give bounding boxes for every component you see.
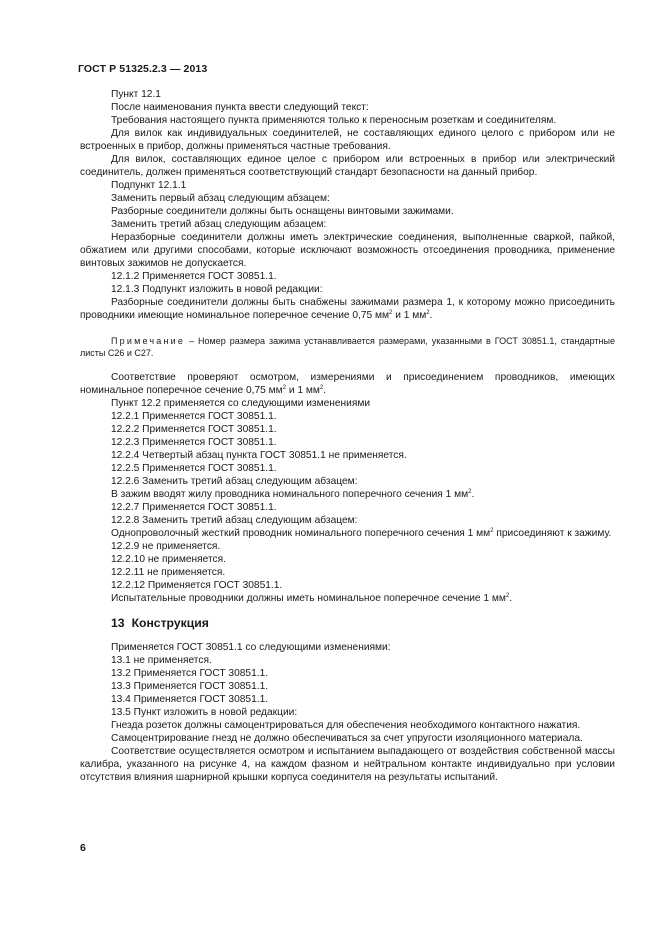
paragraph: Для вилок как индивидуальных соединителей, не составляющих единого целого с прибором или не встроенных в прибор, должны применяться частные требования.: [80, 128, 615, 152]
paragraph: 12.1.2 Применяется ГОСТ 30851.1.: [111, 271, 277, 282]
section-heading: [111, 615, 615, 631]
paragraph: Разборные соединители должны быть оснащены винтовыми зажимами.: [111, 206, 454, 217]
paragraph: 12.2.11 не применяется.: [111, 567, 226, 578]
paragraph-clamp-size: Разборные соединители должны быть снабжены зажимами размера 1, к которому можно присоединить проводники имеющие номинальное поперечное сечение 0,75 $мм^2$ и 1 $мм^2$.: [80, 297, 615, 321]
note-label: Примечание: [111, 336, 186, 346]
paragraph: Соответствие осуществляется осмотром и испытанием выпадающего от воздействия собственной массы калибра, указанного на рисунке 4, на каждом фазном и нейтральном контакте индивидуально при условии отсутствия влияния шарнирной крышки корпуса соединителя на результаты испытаний.: [80, 746, 615, 783]
paragraph: 12.1.3 Подпункт изложить в новой редакции:: [111, 284, 323, 295]
paragraph: Заменить третий абзац следующим абзацем:: [111, 219, 327, 230]
paragraph: Неразборные соединители должны иметь электрические соединения, выполненные сваркой, пайкой, обжатием или другими способами, которые исключают возможность отсоединения проводника, применение винтовых зажимов не допускается.: [80, 232, 615, 269]
section-number: 13: [111, 616, 125, 630]
paragraph: 12.2.2 Применяется ГОСТ 30851.1.: [111, 424, 277, 435]
paragraph: 13.2 Применяется ГОСТ 30851.1.: [111, 668, 269, 679]
paragraph: 13.5 Пункт изложить в новой редакции:: [111, 707, 298, 718]
paragraph: Подпункт 12.1.1: [111, 180, 187, 191]
paragraph: Требования настоящего пункта применяются только к переносным розеткам и соединителям.: [111, 115, 557, 126]
paragraph-group-12-2: [80, 371, 615, 605]
paragraph: Для вилок, составляющих единое целое с прибором или встроенных в прибор или электрический соединитель, должен применяться соответствующий стандарт безопасности на данный прибор.: [80, 154, 615, 178]
paragraph: 13.1 не применяется.: [111, 655, 212, 666]
paragraph: 12.2.3 Применяется ГОСТ 30851.1.: [111, 437, 277, 448]
paragraph: 12.2.9 не применяется.: [111, 541, 221, 552]
paragraph-test-conductors: Испытательные проводники должны иметь номинальное поперечное сечение 1 $мм^2$.: [111, 593, 513, 604]
paragraph: 12.2.10 не применяется.: [111, 554, 226, 565]
note-text: – Номер размера зажима устанавливается размерами, указанными в ГОСТ 30851.1, стандартные листы С26 и С27.: [80, 336, 615, 358]
paragraph: Заменить первый абзац следующим абзацем:: [111, 193, 330, 204]
paragraph: Самоцентрирование гнезд не должно обеспечиваться за счет упругости изоляционного материала.: [111, 733, 583, 744]
paragraph: 12.2.6 Заменить третий абзац следующим абзацем:: [111, 476, 358, 487]
paragraph: Пункт 12.1: [111, 89, 161, 100]
paragraph-group-13: [80, 641, 615, 784]
paragraph: 13.4 Применяется ГОСТ 30851.1.: [111, 694, 269, 705]
page-content: [80, 88, 615, 784]
paragraph-compliance-check: Соответствие проверяют осмотром, измерениями и присоединением проводников, имеющих номинальное поперечное сечение 0,75 $мм^2$ и 1 $мм^2$.: [80, 372, 615, 396]
paragraph: 12.2.5 Применяется ГОСТ 30851.1.: [111, 463, 277, 474]
paragraph-wire-insert: В зажим вводят жилу проводника номинального поперечного сечения 1 $мм^2$.: [111, 489, 475, 500]
document-header: ГОСТ Р 51325.2.3 — 2013: [78, 63, 208, 75]
paragraph: 12.2.4 Четвертый абзац пункта ГОСТ 30851.1 не применяется.: [111, 450, 407, 461]
paragraph-group-12-1: [80, 88, 615, 322]
paragraph: 12.2.12 Применяется ГОСТ 30851.1.: [111, 580, 283, 591]
paragraph: 12.2.1 Применяется ГОСТ 30851.1.: [111, 411, 277, 422]
section-title: Конструкция: [131, 616, 209, 630]
paragraph: После наименования пункта ввести следующий текст:: [111, 102, 369, 113]
paragraph: Применяется ГОСТ 30851.1 со следующими изменениями:: [111, 642, 391, 653]
paragraph: 12.2.7 Применяется ГОСТ 30851.1.: [111, 502, 277, 513]
note: [80, 335, 615, 359]
page-number: 6: [80, 842, 86, 854]
paragraph-solid-conductor: Однопроволочный жесткий проводник номинального поперечного сечения 1 $мм^2$ присоединяют к зажиму.: [111, 528, 612, 539]
paragraph: 13.3 Применяется ГОСТ 30851.1.: [111, 681, 269, 692]
paragraph: Гнезда розеток должны самоцентрироваться для обеспечения необходимого контактного нажатия.: [111, 720, 581, 731]
paragraph: 12.2.8 Заменить третий абзац следующим абзацем:: [111, 515, 358, 526]
paragraph: Пункт 12.2 применяется со следующими изменениями: [111, 398, 371, 409]
